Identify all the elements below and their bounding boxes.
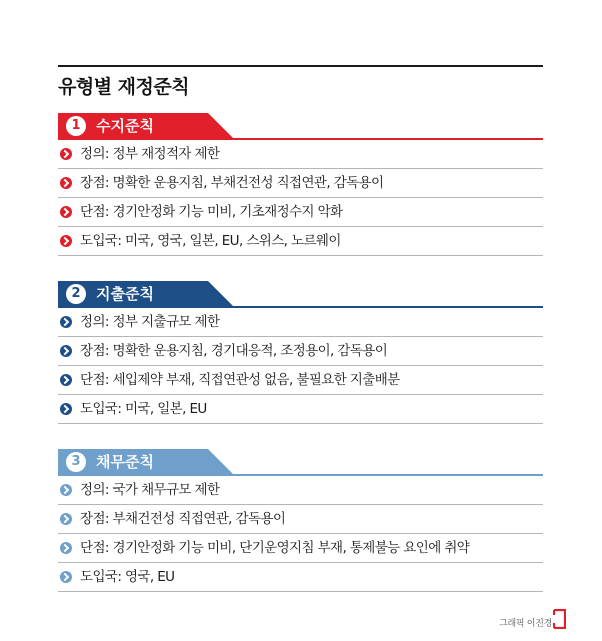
- chevron-right-icon: [60, 148, 72, 160]
- section-label: 채무준칙: [96, 453, 154, 471]
- item-text: 장점: 명확한 운용지침, 경기대응적, 조정용이, 감독용이: [80, 343, 388, 359]
- list-item: [58, 337, 543, 366]
- graphic-credit: 그래픽 이진경: [499, 619, 552, 629]
- list-item: [58, 534, 543, 563]
- chevron-right-icon: [60, 542, 72, 554]
- item-text: 장점: 명확한 운용지침, 부채건전성 직접연관, 감독용이: [80, 175, 384, 191]
- list-item: [58, 198, 543, 227]
- list-item: [58, 395, 543, 424]
- list-item: [58, 169, 543, 198]
- item-text: 정의: 국가 채무규모 제한: [80, 482, 220, 498]
- item-text: 단점: 경기안정화 기능 미비, 단기운영지침 부재, 통제불능 요인에 취약: [80, 540, 470, 556]
- list-item: [58, 308, 543, 337]
- section-number-badge: 3: [66, 452, 86, 472]
- item-text: 정의: 정부 지출규모 제한: [80, 314, 220, 330]
- page-title: 유형별 재정준칙: [58, 76, 190, 98]
- list-item: [58, 366, 543, 395]
- list-item: [58, 563, 543, 592]
- section-header: [58, 281, 543, 308]
- chevron-right-icon: [60, 484, 72, 496]
- chevron-right-icon: [60, 177, 72, 189]
- chevron-right-icon: [60, 403, 72, 415]
- chevron-right-icon: [60, 374, 72, 386]
- section-debt-rule: [58, 449, 543, 592]
- item-text: 단점: 경기안정화 기능 미비, 기초재정수지 악화: [80, 204, 343, 220]
- list-item: [58, 505, 543, 534]
- list-item: [58, 227, 543, 256]
- section-header: [58, 113, 543, 140]
- section-label: 지출준칙: [96, 285, 154, 303]
- chevron-right-icon: [60, 206, 72, 218]
- item-text: 도입국: 미국, 일본, EU: [80, 401, 207, 417]
- section-budget-balance-rule: [58, 113, 543, 256]
- item-text: 도입국: 영국, EU: [80, 569, 175, 585]
- chevron-right-icon: [60, 235, 72, 247]
- list-item: [58, 140, 543, 169]
- chevron-right-icon: [60, 513, 72, 525]
- top-rule: [58, 65, 543, 67]
- item-text: 단점: 세입제약 부재, 직접연관성 없음, 불필요한 지출배분: [80, 372, 400, 388]
- chevron-right-icon: [60, 345, 72, 357]
- list-item: [58, 476, 543, 505]
- section-header: [58, 449, 543, 476]
- section-label: 수지준칙: [96, 117, 154, 135]
- item-text: 도입국: 미국, 영국, 일본, EU, 스위스, 노르웨이: [80, 233, 341, 249]
- item-text: 정의: 정부 재정적자 제한: [80, 146, 220, 162]
- section-number-badge: 2: [66, 284, 86, 304]
- section-number-badge: 1: [66, 116, 86, 136]
- section-expenditure-rule: [58, 281, 543, 424]
- chevron-right-icon: [60, 571, 72, 583]
- chevron-right-icon: [60, 316, 72, 328]
- item-text: 장점: 부채건전성 직접연관, 감독용이: [80, 511, 286, 527]
- publisher-logo-icon: [553, 609, 566, 629]
